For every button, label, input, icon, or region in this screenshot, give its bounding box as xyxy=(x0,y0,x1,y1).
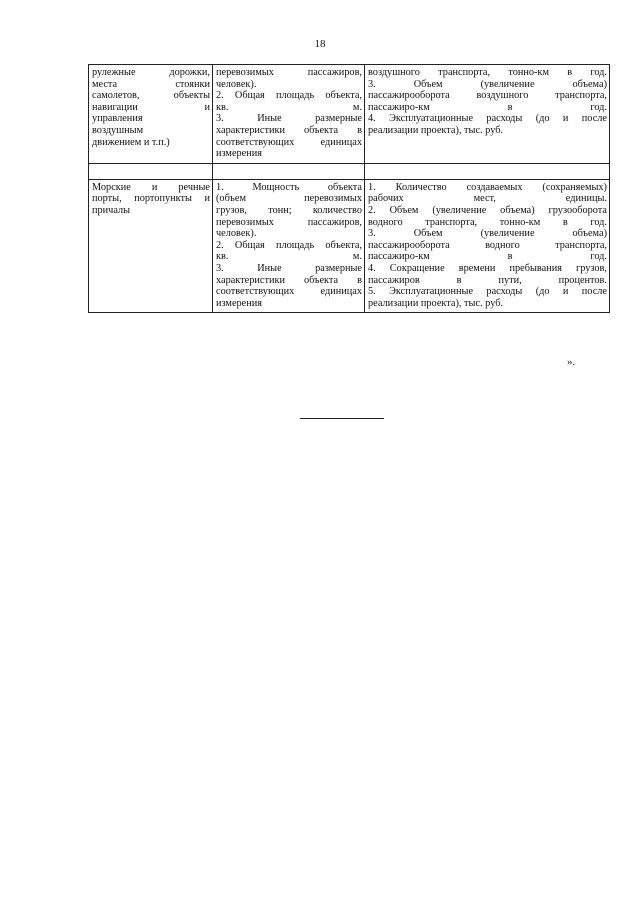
cell-text-line: 1. Количество создаваемых (сохраняемых) xyxy=(368,181,607,193)
cell-text-line: 4. Эксплуатационные расходы (до и после xyxy=(368,113,607,125)
indicators-table xyxy=(88,64,610,313)
efficiency-indicators-cell xyxy=(365,65,610,164)
cell-text-line: измерения xyxy=(216,297,262,309)
page-number: 18 xyxy=(314,38,326,50)
cell-text-line: порты, портопункты и xyxy=(92,193,210,205)
table-row-ports xyxy=(89,179,610,313)
cell-text-line: места стоянки xyxy=(92,78,210,90)
cell-text-line: соответствующих единицах xyxy=(216,286,362,298)
object-type-cell xyxy=(89,65,213,164)
cell-text-line: 3. Иные размерные xyxy=(216,262,362,274)
cell-text-line: 3. Объем (увеличение объема) xyxy=(368,78,607,90)
spacer-cell xyxy=(213,163,365,179)
cell-text-line: перевозимых пассажиров, xyxy=(216,216,362,228)
cell-text-line: пассажиров в пути, процентов. xyxy=(368,274,607,286)
cell-text-line: пассажиро-км в год. xyxy=(368,101,607,113)
cell-text-line: перевозимых пассажиров, xyxy=(216,67,362,78)
cell-text-line: рабочих мест, единицы. xyxy=(368,193,607,205)
cell-text-line: 2. Общая площадь объекта, xyxy=(216,239,362,251)
cell-text-line: управления xyxy=(92,113,143,125)
cell-text-line: пассажирооборота воздушного транспорта, xyxy=(368,90,607,102)
cell-text-line: реализации проекта), тыс. руб. xyxy=(368,124,504,136)
cell-text-line: человек). xyxy=(216,78,257,90)
cell-text-line: причалы xyxy=(92,204,131,216)
separator-line xyxy=(300,418,384,419)
cell-text-line: 5. Эксплуатационные расходы (до и после xyxy=(368,286,607,298)
cell-text-line: воздушным xyxy=(92,124,144,136)
cell-text-line: человек). xyxy=(216,228,257,240)
cell-text-line: воздушного транспорта, тонно-км в год. xyxy=(368,67,607,78)
cell-text-line: рулежные дорожки, xyxy=(92,67,210,78)
cell-text-line: водного транспорта, тонно-км в год. xyxy=(368,216,607,228)
cell-text-line: характеристики объекта в xyxy=(216,124,362,136)
cell-text-line: измерения xyxy=(216,148,262,160)
cell-text-line: навигации и xyxy=(92,101,210,113)
cell-text-line: характеристики объекта в xyxy=(216,274,362,286)
cell-text-line: 1. Мощность объекта xyxy=(216,181,362,193)
cell-text-line: пассажиро-км в год. xyxy=(368,251,607,263)
table-row-airports xyxy=(89,65,610,164)
cell-text-line: реализации проекта), тыс. руб. xyxy=(368,297,504,309)
cell-text-line: пассажирооборота водного транспорта, xyxy=(368,239,607,251)
cell-text-line: 3. Иные размерные xyxy=(216,113,362,125)
cell-text-line: Морские и речные xyxy=(92,181,210,193)
cell-text-line: (объем перевозимых xyxy=(216,193,362,205)
object-characteristics-cell xyxy=(213,65,365,164)
object-characteristics-cell xyxy=(213,179,365,313)
efficiency-indicators-cell xyxy=(365,179,610,313)
object-type-cell xyxy=(89,179,213,313)
spacer-cell xyxy=(89,163,213,179)
cell-text-line: соответствующих единицах xyxy=(216,136,362,148)
cell-text-line: движением и т.п.) xyxy=(92,136,170,148)
table-row-spacer xyxy=(89,163,610,179)
cell-text-line: кв. м. xyxy=(216,251,362,263)
closing-quote: ». xyxy=(567,356,576,368)
cell-text-line: грузов, тонн; количество xyxy=(216,204,362,216)
cell-text-line: 4. Сокращение времени пребывания грузов, xyxy=(368,262,607,274)
spacer-cell xyxy=(365,163,610,179)
cell-text-line: 2. Общая площадь объекта, xyxy=(216,90,362,102)
cell-text-line: 2. Объем (увеличение объема) грузооборота xyxy=(368,204,607,216)
cell-text-line: 3. Объем (увеличение объема) xyxy=(368,228,607,240)
cell-text-line: кв. м. xyxy=(216,101,362,113)
cell-text-line: самолетов, объекты xyxy=(92,90,210,102)
